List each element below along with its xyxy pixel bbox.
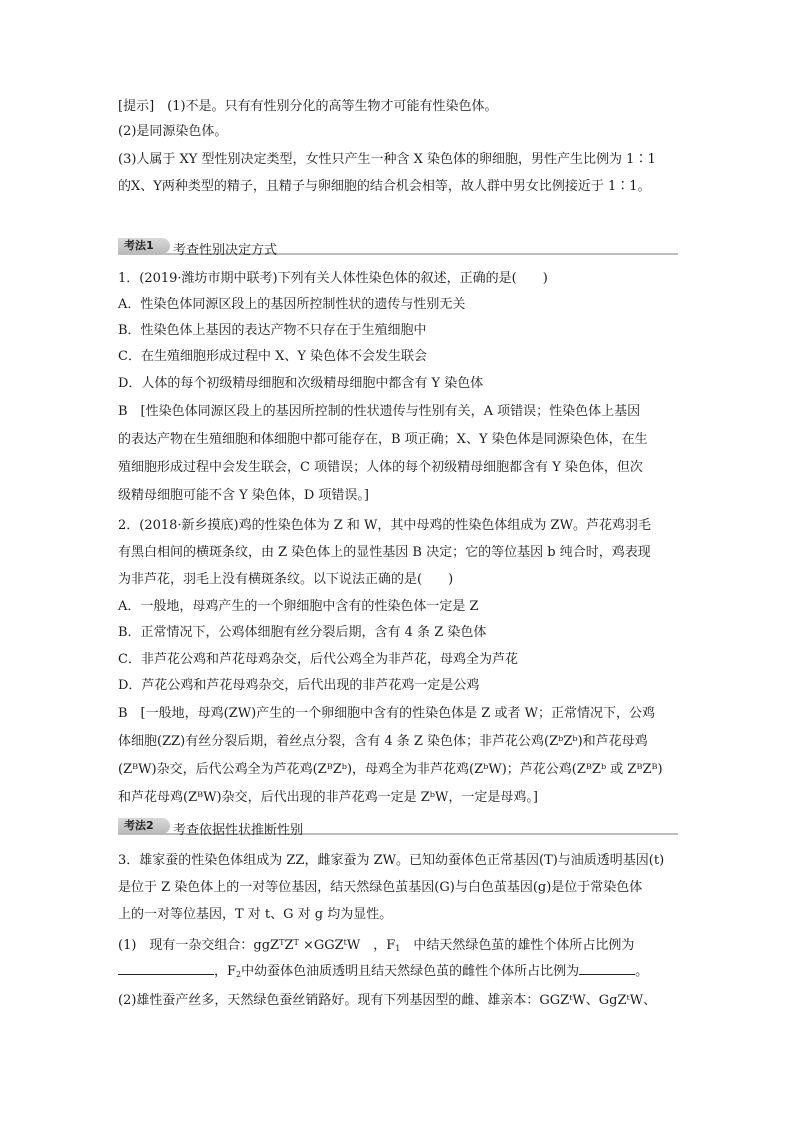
q2-explain-2-text: 体细胞(ZZ)有丝分裂后期，着丝点分裂，含有 4 条 Z 染色体；非芦花公鸡( xyxy=(118,734,550,749)
sup-T2: T xyxy=(293,938,299,947)
q2-explain-4-c: ，一定是母鸡。] xyxy=(448,790,538,805)
q2-explain-4-a: 和芦花母鸡( xyxy=(118,790,189,805)
q3-stem-3: 上的一对等位基因，T 对 t、G 对 g 均为显性。 xyxy=(118,907,393,922)
q2-explain-1: B [一般地，母鸡(ZW)产生的一个卵细胞中含有的性染色体是 Z 或者 W；正常情况下，公鸡 xyxy=(118,706,655,721)
q2-option-b: B．正常情况下，公鸡体细胞有丝分裂后期，含有 4 条 Z 染色体 xyxy=(118,625,487,640)
sub-2: 2 xyxy=(236,970,242,979)
q2-explain-2 xyxy=(118,733,648,751)
q2-explain-4 xyxy=(118,789,538,807)
q3-part-1-g: 。 xyxy=(635,964,649,979)
sup-t: t xyxy=(343,938,347,947)
q3-part-1-c: W ，F xyxy=(346,938,396,953)
genotype-zBw: ZᴮW xyxy=(123,762,152,777)
q2-option-c: C．非芦花公鸡和芦花母鸡杂交，后代公鸡全为非芦花，母鸡全为芦花 xyxy=(118,652,518,667)
hint-line-1: [提示] (1)不是。只有有性别分化的高等生物才可能有性染色体。 xyxy=(118,99,498,114)
genotype-zBzb-2: ZᴮZᵇ xyxy=(576,762,607,777)
genotype-zBzB: ZᴮZᴮ xyxy=(627,762,658,777)
hint-line-3: (3)人属于 XY 型性别决定类型，女性只产生一种含 X 染色体的卵细胞，男性产生比例为 1∶1 xyxy=(118,152,656,167)
hint-line-4: 的X、Y两种类型的精子，且精子与卵细胞的结合机会相等，故人群中男女比例接近于 1∶1。 xyxy=(118,179,651,194)
q1-option-c: C．在生殖细胞形成过程中 X、Y 染色体不会发生联会 xyxy=(118,349,428,364)
q1-answer-1: B [性染色体同源区段上的基因所控制的性状遗传与性别有关，A 项错误；性染色体上基因 xyxy=(118,404,641,419)
q3-part-1-d: 中结天然绿色茧的雄性个体所占比例为 xyxy=(400,938,635,953)
q1-answer-4: 级精母细胞可能不含 Y 染色体，D 项错误。] xyxy=(118,488,369,503)
q3-part-1-b: ×GGZ xyxy=(298,938,344,953)
q2-stem-1: 2．(2018·新乡摸底)鸡的性染色体为 Z 和 W，其中母鸡的性染色体组成为 ZW。芦花鸡羽毛 xyxy=(118,518,651,533)
q2-explain-2-tail: )和芦花母鸡 xyxy=(577,734,648,749)
q2-option-d: D．芦花公鸡和芦花母鸡杂交，后代出现的非芦花鸡一定是公鸡 xyxy=(118,678,480,693)
genotype-zBzb: ZᴮZᵇ xyxy=(317,762,347,777)
sup-T1: T xyxy=(279,938,285,947)
hint-line-2: (2)是同源染色体。 xyxy=(118,124,228,139)
q2-stem-3: 为非芦花，羽毛上没有横斑条纹。以下说法正确的是( ) xyxy=(118,572,454,587)
q3-stem-2: 是位于 Z 染色体上的一对等位基因，结天然绿色茧基因(G)与白色茧基因(g)是位于常染色体 xyxy=(118,880,643,895)
q3-part-1-e: ，F xyxy=(214,964,237,979)
q2-option-a: A．一般地，母鸡产生的一个卵细胞中含有的性染色体一定是 Z xyxy=(118,599,479,614)
section-1-tag: 考法1 xyxy=(118,238,170,254)
q3-stem-1: 3．雄家蚕的性染色体组成为 ZZ，雌家蚕为 ZW。已知幼蚕体色正常基因(T)与油质透明基因(t) xyxy=(118,853,665,868)
section-1-title: 考查性别决定方式 xyxy=(173,243,278,258)
q3-part-1-line-2 xyxy=(118,962,648,984)
genotype-zbw: ZᵇW xyxy=(474,762,502,777)
answer-blank-1[interactable] xyxy=(118,962,214,975)
q2-explain-3-d: 或 xyxy=(606,762,628,777)
q1-option-d: D．人体的每个初级精母细胞和次级精母细胞中都含有 Y 染色体 xyxy=(118,376,484,391)
genotype-zBw-2: ZᴮW xyxy=(188,790,217,805)
genotype-zbzb: ZᵇZᵇ xyxy=(549,734,578,749)
q3-part-1-f: 中幼蚕体色油质透明且结天然绿色茧的雌性个体所占比例为 xyxy=(241,964,580,979)
sub-1: 1 xyxy=(395,944,401,953)
q3-part-1-a: (1) 现有一杂交组合：ggZ xyxy=(118,938,280,953)
q1-option-a: A．性染色体同源区段上的基因所控制性状的遗传与性别无关 xyxy=(118,297,466,312)
q3-part-1: (1) 现有一杂交组合：$ggZ^TZ^T \times GGZ^tW$ ，$F_1$ 中结天然绿色茧的雄性个体所占比例为 xyxy=(118,938,635,953)
q2-explain-3-a: )杂交，后代公鸡全为芦花鸡( xyxy=(151,762,318,777)
answer-blank-2[interactable] xyxy=(579,962,635,975)
q2-explain-3-b: )，母鸡全为非芦花鸡( xyxy=(346,762,475,777)
q2-explain-3-c: )；芦花公鸡( xyxy=(501,762,577,777)
q1-option-b: B．性染色体上基因的表达产物不只存在于生殖细胞中 xyxy=(118,323,427,338)
q2-stem-2: 有黑白相间的横斑条纹，由 Z 染色体上的显性基因 B 决定；它的等位基因 b 纯合时，鸡表现 xyxy=(118,545,651,560)
section-2-title: 考查依据性状推断性别 xyxy=(173,823,304,838)
q3-part-2: (2)雄性蚕产丝多，天然绿色蚕丝销路好。现有下列基因型的雌、雄亲本：GGZᵗW、GgZᵗW、 xyxy=(118,993,657,1008)
q1-answer-2: 的表达产物在生殖细胞和体细胞中都可能存在，B 项正确；X、Y 染色体是同源染色体，在生 xyxy=(118,432,648,447)
q1-answer-3: 殖细胞形成过程中会发生联会，C 项错误；人体的每个初级精母细胞都含有 Y 染色体，但次 xyxy=(118,460,643,475)
genotype-zbw-2: ZᵇW xyxy=(420,790,449,805)
q2-explain-3: (ZᴮW)杂交，后代公鸡全为芦花鸡(ZᴮZᵇ)，母鸡全为非芦花鸡(ZᵇW)；芦花公鸡(ZᴮZᵇ 或 ZᴮZᴮ) xyxy=(118,762,663,777)
q2-explain-3-e: ) xyxy=(657,762,663,777)
q1-stem: 1．(2019·潍坊市期中联考)下列有关人体性染色体的叙述，正确的是( ) xyxy=(118,271,548,286)
section-2-tag: 考法2 xyxy=(118,818,170,834)
q2-explain-4-b: )杂交，后代出现的非芦花鸡一定是 xyxy=(216,790,421,805)
